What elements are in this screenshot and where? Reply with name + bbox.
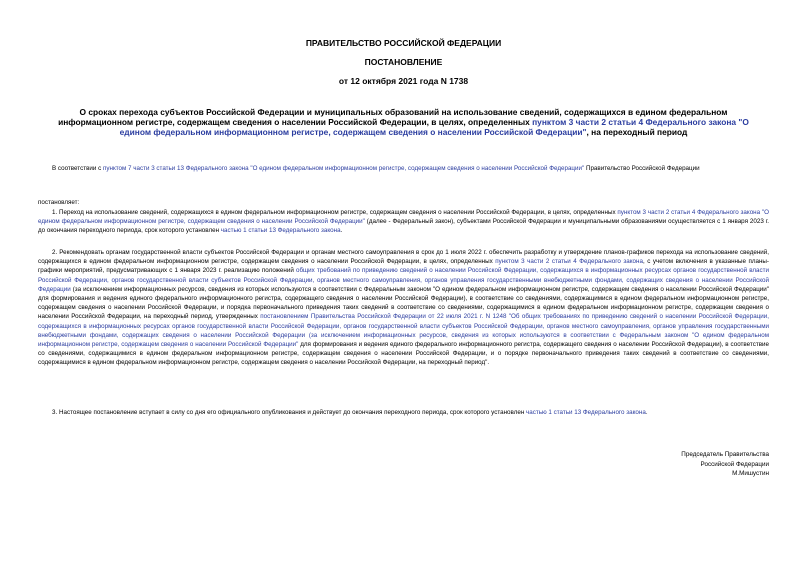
item-3-link[interactable]: частью 1 статьи 13 Федерального закона [526,409,646,416]
preamble-text-end: Правительство Российской Федерации [584,165,700,172]
resolves-paragraph [38,198,769,207]
item-2-text-3: (за исключением информационных ресурсов, сведения из которых используются в соответствии с Федеральным законом "О едином федеральном информационном регистре, содержащем сведения о населении Российской Федерации" для формирования и ведения единого федерального информационного регистра, содержащего сведения о населении Российской Федерации), в соответствие со сведениями, содержащимися в едином федеральном информационном регистре, содержащем сведения о населении Российской Федерации, и порядка первоначального приведения таких сведений в соответствие со сведениями, содержащимися в едином федеральном информационном регистре, содержащем сведения о населении Российской Федерации, на переходный период, утвержденных [38,285,769,321]
item-2-link-2[interactable]: общих требований по приведению сведений о населении Российской Федерации, содержащихся в информационных ресурсах органов государственной власти Российской Федерации, органов государственной власти субъектов Российской Федерации, органов местного самоуправления, органов управления государственными внебюджетными фондами, содержащих сведения о населении Российской Федерации [38,267,770,293]
item-2-text-2: , с учетом включения в указанные планы-графики мероприятий, предусматривающих с 1 января 2023 г. реализацию положений [38,258,769,275]
signature-position: Председатель Правительства [681,451,769,458]
item-3-text-2: . [645,409,648,416]
preamble-law-link[interactable]: пунктом 7 части 3 статьи 13 Федерального закона "О едином федеральном информационном регистре, содержащем сведения о населении Российской Федерации" [102,165,585,172]
title-law-link[interactable]: пунктом 3 части 2 статьи 4 Федерального закона "О едином федеральном информационном регистре, содержащем сведения о населении Российской Федерации" [119,117,749,137]
item-1-link-2[interactable]: частью 1 статьи 13 Федерального закона [220,227,341,235]
item-2-paragraph [38,248,769,368]
document-type-heading: ПОСТАНОВЛЕНИЕ [364,57,443,67]
signature-name: М.Мишустин [732,470,769,477]
item-1-link-1[interactable]: пунктом 3 части 2 статьи 4 Федерального закона "О едином федеральном информационном регистре, содержащем сведения о населении Российской Федерации" [38,209,769,226]
item-3-paragraph [38,408,769,417]
signature-organization: Российской Федерации [700,460,769,468]
date-number-heading: от 12 октября 2021 года N 1738 [338,76,469,86]
preamble-paragraph [38,164,769,173]
item-3-text-1: 3. Настоящее постановление вступает в силу со дня его официального опубликования и действует до окончания переходного периода, срок которого установлен [52,409,527,416]
title-text-start: О сроках перехода субъектов Российской Федерации и муниципальных образований на использование сведений, содержащихся в едином федеральном информационном регистре, содержащем сведения о населении Российской Федерации, в целях, определенных [58,107,728,127]
item-1-text-3: . [340,227,343,235]
signature-block [681,450,769,479]
title-text-end: , на переходный период [586,127,688,137]
item-1-paragraph [38,208,769,236]
government-heading: ПРАВИТЕЛЬСТВО РОССИЙСКОЙ ФЕДЕРАЦИИ [305,38,502,48]
item-2-link-3[interactable]: постановлением Правительства Российской Федерации от 22 июля 2021 г. N 1248 "Об общих требованиях по приведению сведений о населении Российской Федерации, содержащихся в информационных ресурсах органов государственной власти Российской Федерации, органов государственной власти субъектов Российской Федерации, органов местного самоуправления, органов управления государственными внебюджетными фондами, содержащих сведения о населении Российской Федерации (за исключением информационных ресурсов, сведения из которых используются в соответствии с Федеральным законом "О едином федеральном информационном регистре, содержащем сведения о населении Российской Федерации" [38,313,769,349]
item-2-text-1: 2. Рекомендовать органам государственной власти субъектов Российской Федерации и органам местного самоуправления в срок до 1 июля 2022 г. обеспечить разработку и утверждение планов-графиков перехода на использование сведений, содержащихся в едином федеральном информационном регистре, содержащем сведения о населении Российской Федерации, в целях, определенных [38,249,769,266]
item-1-text-1: 1. Переход на использование сведений, содержащихся в едином федеральном информационном регистре, содержащем сведения о населении Российской Федерации, в целях, определенных [52,209,618,216]
document-title [50,107,757,137]
resolves-text: постановляет: [38,199,80,206]
preamble-text-start: В соответствии с [52,165,103,172]
item-1-text-2: (далее - Федеральный закон), субъектами Российской Федерации и муниципальными образованиями осуществляется с 1 января 2023 г. до окончания переходного периода, срок которого установлен [38,218,769,235]
item-2-text-4: для формирования и ведения единого федерального информационного регистра, содержащего сведения о населении Российской Федерации), в соответствие со сведениями, содержащимися в едином федеральном информационном регистре, содержащем сведения о населении Российской Федерации, и о порядке первоначального приведения таких сведений в соответствие со сведениями, содержащимися в едином федеральном информационном регистре, содержащем сведения о населении Российской Федерации, на переходный период". [38,341,769,367]
item-2-link-1[interactable]: пунктом 3 части 2 статьи 4 Федерального закона [495,258,643,266]
